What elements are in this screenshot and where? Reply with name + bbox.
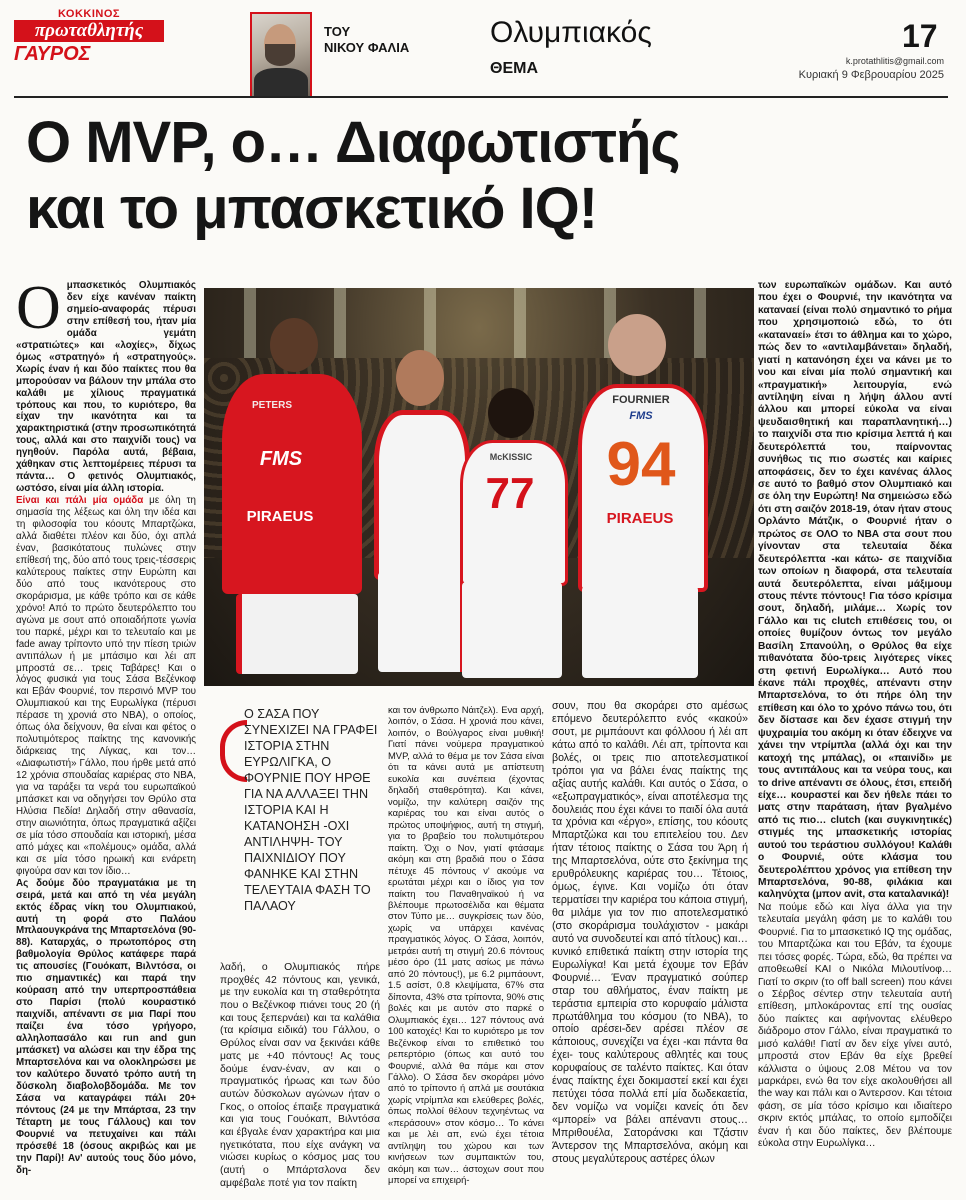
logo-mid: πρωταθλητής — [14, 20, 164, 42]
author-photo — [250, 12, 312, 98]
player-center — [456, 388, 566, 686]
page-number: 17 — [902, 18, 938, 54]
newspaper-logo — [14, 8, 164, 66]
article-column-2b — [388, 704, 544, 1186]
pull-quote-text: Ο ΣΑΣΑ ΠΟΥ ΣΥΝΕΧΙΖΕΙ ΝΑ ΓΡΑΦΕΙ ΙΣΤΟΡΙΑ ΣΤΗΝ ΕΥΡΩΛΙΓΚΑ, Ο ΦΟΥΡΝΙΕ ΠΟΥ ΗΡΘΕ ΓΙΑ ΝΑ ΑΛΛΑΞΕΙ ΤΗΝ ΙΣΤΟΡΙΑ ΚΑΙ Η ΚΑΤΑΝΟΗΣΗ -ΟΧΙ ΑΝΤΙΛΗΨΗ- ΤΟΥ ΠΑΙΧΝΙΔΙΟΥ ΠΟΥ ΦΑΝΗΚΕ ΚΑΙ ΣΤΗΝ ΤΕΛΕΥΤΑΙΑ ΦΑΣΗ ΤΟ ΠΑΛΑΟΥ — [244, 707, 378, 913]
column-4-paragraph-2: Να πούμε εδώ και λίγα άλλα για την τελευταία μεγάλη φάση με το καλάθι του Φουρνιέ. Για το μπασκετικό IQ της ομάδας, του Μπαρτζώκα και του Εβάν, τα έχουμε πει τόσες φορές. Τώρα, εδώ, θα πρέπει να αποθεωθεί ΚΑΙ ο Νικόλα Μιλουτίνοφ… Γιατί το σκριν (το off ball screen) που κάνει ο Σέρβος σέντερ στην τελευταία αυτή επίθεση, μπλοκάροντας επί της ουσίας δύο παίκτες και αφήνοντας ελέυθερο διάδρομο στον Γάλλο, είναι πραγματικά το μισό καλάθι! Γιατί αν δεν είχε γίνει αυτό, μπροστά στον Εβάν θα είχε βρεθεί κάλλιστα ο ύψους 2.08 Μέτου να τον μαρκάρει, ενώ θα τον είχε ακολουθήσει all the way και πάλι και ο Άντερσον. Και τέτοια φάση, σε μία τόσο κρίσιμο και ιδιαίτερο σκριν εκτός μπάλας, το οποίο εμποδίζει έναν ή και δύο παίκτες, δεν βλέπουμε εύκολα στην Ευρωλίγκα… — [758, 901, 952, 1150]
basketball-players-photo — [204, 288, 754, 686]
header-rule — [14, 96, 948, 98]
logo-top: ΚΟΚΚΙΝΟΣ — [57, 8, 121, 20]
player-left — [222, 318, 362, 686]
byline-prefix: ΤΟΥ — [324, 24, 351, 39]
headline-line-1: Ο MVP, ο… Διαφωτιστής — [26, 110, 680, 175]
player-right-name: FOURNIER — [612, 394, 670, 406]
subsection-label: ΘΕΜΑ — [490, 60, 538, 77]
player-right-sponsor: FMS — [629, 410, 653, 422]
player-left-name: PETERS — [251, 400, 292, 411]
headline-line-2: και το μπασκετικό IQ! — [26, 176, 598, 241]
headline — [26, 110, 946, 242]
paragraph-2-lead: Είναι και πάλι μία ομάδα — [16, 495, 144, 507]
player-right — [564, 314, 714, 686]
section-title: Ολυμπιακός — [490, 16, 652, 49]
player-right-team: PIRAEUS — [606, 510, 674, 527]
player-left-sponsor: FMS — [259, 448, 303, 470]
byline-author: ΝΙΚΟΥ ΦΑΛΙΑ — [324, 40, 410, 55]
pull-quote — [220, 706, 380, 976]
contact-email: k.protathlitis@gmail.com — [845, 56, 944, 66]
paragraph-3: Ας δούμε δύο πραγματάκια με τη σειρά, μετά και από τη νέα μεγάλη εκτός έδρας νίκη του Ολυμπιακού, αυτή τη φορά στο Παλάου Μπλαουγκράνα της Μπαρτσελόνα (90-88). Καταρχάς, ο πρωτοπόρος στη βαθμολογία Θρύλος κατάφερε παρά τις απουσίες (Γουόκαπ, Βιλντόσα, οι πιο σημαντικές) και παρά την κούραση από την υπερπροσπάθεια στο Παρίσι (πολύ κουραστικό παιχνίδι, απέναντι σε μια Παρί που παίζει ένα τόσο γρήγορο, αλληλοπασάλο και run and gun μπάσκετ) να αλώσει και την έδρα της Μπαρτσελόνα και να ολοκληρώσει με τον καλύτερο δυνατό τρόπο αυτή τη δύσκολη διαβολοβδομάδα. Με τον Σάσα να καταγράφει πάλι 20+ πόντους (24 με την Μπάρτσα, 23 την Τέταρτη με τους Γάλλους) και τον Φουρνιέ να πετυχαίνει και πάλι πρόσεθέ 18 (όσους ακριβώς και με την Παρί)! Αν' αυτούς τους δύο μόνο, δη- — [16, 877, 196, 1176]
drop-cap: Ο — [16, 274, 61, 342]
player-right-number: 94 — [606, 430, 676, 499]
logo-bottom: ΓΑΥΡΟΣ — [14, 43, 91, 65]
paragraph-2: με όλη τη σημασία της λέξεως και όλη την ιδέα και τη φιλοσοφία του κόουτς Μπαρτζώκα, αλλά διαθέτει πλέον και δύο, όχι απλά έναν, βασικότατους πυλώνες στην επίθεσή της, δύο από τους τρεις-τέσσερις καλύτερους παίκτες στην Ευρώπη και δύο από τους ικανότερους στο σκοράρισμα, με κάθε τρόπο και σε κάθε χρόνο! Από το πρώτο δευτερόλεπτο του αγώνα με σουτ από οποιαδήποτε γωνία του παρκέ, μέχρι και το τελευταίο και με fade away τρίποντο υπό την πίεση τριών αντιπάλων ή με μπάσιμο και λέι απ μπροστά σε… τρεις Ταβάρες! Και ο λόγος φυσικά για τους Σάσα Βεζένκοφ και Εβάν Φουρνιέ, τον περσινό MVP του Ολυμπιακού και της Ευρωλίγκα (πέρυσι πέρασε τη χρονιά στο NBA), ο οποίος, όπως όλα δείχνουν, θα είναι και φέτος ο πολυτιμότερος παίκτης της κανονικής διάρκειας της Λίγκας, και τον… «Διαφωτιστή» Γάλλο, που ήρθε μετά από 12 χρόνια σπουδαίας καριέρας στο ΝΒΑ, για να ταράξει τα νερά του ευρωπαϊκού μπάσκετ και να οδηγήσει τον Θρύλο στα Ηλύσια Πεδία! Δηλαδή στην αθανασία, στην αιωνιότητα, όπως πραγματικά αξίζει σε μία τόσο σπουδαία και ιστορική, μέσα από μάχες και «πολέμους» ομάδα, αλλά και σε μία τόσο ηρωική και ενάρετη φιγούρα σαν και τον ίδιο… — [16, 495, 196, 877]
article-column-1 — [16, 274, 196, 1176]
article-column-4 — [758, 280, 952, 1151]
pull-quote-bracket — [220, 720, 247, 782]
article-column-3 — [552, 700, 748, 1166]
article-column-2 — [220, 962, 380, 1190]
column-2b-text: και τον άνθρωπο Νάιτζελ). Ενα αρχή, λοιπόν, ο Σάσα. Η χρονιά που κάνει, λοιπόν, ο Βούλγαρος είναι μυθική! Γιατί πάνει νούμερα πραγματικού MVP, αλλά το θέμα με τον Σάσα είναι ότι τα κάνει αυτά με απίστευτη ευκολία και συνέπεια (έχοντας δηλαδή σταθερότητα). Και κάνει, νομίζω, την καλύτερη σαιζόν της καριέρας του και είναι αυτός ο πρώτος υποψήφιος, αυτή τη στιγμή, για το βραβείο του πολυτιμότερου παίκτη. Όχι ο Νον, γιατί φτάσαμε ακόμη και στη βραδιά που ο Σάσα πέτυχε 45 πόντους ν' ακούμε να ερωτάται μέχρι και ο ίδιος για τον παίκτη του Παναθηναϊκού ή να βλέπουμε πρωτοσέλιδα και θέματα στον Τύπο με… συγκρίσεις των δύο, χωρίς να υπάρχει κανένας πραγματικός λόγος. Ο Σάσα, λοιπόν, μετράει αυτή τη στιγμή 20.6 πόντους μέσο όρο (11 ματς ασίως με πάνω από 20 πόντους!), με 6.2 ριμπάουντ, 1.5 ασίστ, 0.8 κλεψίματα, 67% στα δίποντα, 43% στα τρίποντα, 90% στις βολές και με αυτόν στο παρκέ ο Ολυμπιακός έχει… 127 πόντους ανά 100 κατοχές! Και το κυριότερο με τον Βεζένκοφ είναι το επιθετικό του ρεπερτόριο (όπως και αυτό του Φουρνιέ, αλλά θα πάμε και στον Γάλλο). Ο Σάσα δεν σκοράρει μόνο από το τρίποντο ή απλά με σουτάκια χωρίς ντρίμπλα και ελεύθερες βολές, όπως πολλοί θέλουν τεχνηέντως να «περάσουν» στον κόσμο… Το κάνει και με λέι απ, ενώ έχει τέτοια αντίληψη του χώρου και των κινήσεων των συμπαικτών του, ακόμη και των… άστοχων σουτ που μπορεί να επιχειρή- — [388, 704, 544, 1186]
paragraph-1: μπασκετικός Ολυμπιακός δεν είχε κανέναν παίκτη σημείο-αναφοράς πέρυσι στην επίθεσή του, ήταν μία ομάδα γεμάτη «στρατιώτες» και «λοχίες», δίχως όμως «στρατηγό» ή «στρατηγούς». Χωρίς έναν ή και δύο παίκτες που θα μπορούσαν να βάλουν την μπάλα στο καλάθι με χίλιους πραγματικά τρόπους και που, το κυριότερο, θα είχαν την ικανότητα και τα χαρακτηριστικά (στην προσωπικότητά τους, αλλά και στο παιχνίδι τους) να ηγηθούν. Παρόλα αυτά, βέβαια, χάθηκαν στις λεπτομέρειες πέρυσι τα πάντα… Ο φετινός Ολυμπιακός, ωστόσο, είναι μία άλλη ιστορία. — [16, 280, 196, 495]
masthead — [0, 0, 966, 104]
player-center-name: McKISSIC — [489, 452, 533, 462]
issue-date: Κυριακή 9 Φεβρουαρίου 2025 — [798, 69, 944, 81]
column-4-paragraph-1: των ευρωπαϊκών ομάδων. Και αυτό που έχει ο Φουρνιέ, την ικανότητα να καταναεί (είναι πολύ σημαντικό το ρήμα που χρησιμοποιώ εδώ, το ότι «καταναεί» έτσι το άθλημα και το χώρο, πώς δεν το «αντιλαμβάνεται» δηλαδή, γιατί η κατανόηση έχει να κάνει με το νου και είναι μία πολύ σημαντική και «πραγματική» λειτουργία, ενώ αντίληψη είναι η λήψη άλλου αντί άλλου και μπορεί εύκολα να είναι ψευδαισθητική και παραπλανητική…) το παιχνίδι στα πιο κρίσιμα λεπτά ή και δευτερόλεπτά του, παίρνοντας συνήθως τις πιο σωστές και καίριες αποφάσεις, δεν το έχει κανένας άλλος σε αυτό το βαθμό στον Ολυμπιακό και σε όλη την Ευρώπη! Να σημειώσω εδώ ότι στη σαιζόν 2018-19, όταν ήταν στους Ορλάντο Μάτζικ, ο Φουρνιέ ήταν ο πρώτος σε ΟΛΟ το NBA στα σουτ που γίνονταν στα τελευταία δέκα δευτερόλεπτα -και κάτω- σε παιχνίδια των οποίων η διαφορά, στα τελευταία αυτά δευτερόλεπτα, είναι μάξιμουμ στους πέντε πόντους! Για τόσο κρίσιμα σουτ, δηλαδή, μιλάμε… Χωρίς τον Γάλλο και τις clutch επιθέσεις του, οι οποίες θυμίζουν όντως τον μεγάλο Βασίλη Σπανούλη, ο Θρύλος θα είχε πιθανότατα δύο-τρεις λιγότερες νίκες στη φετινή Ευρωλίγκα… Αυτό που έκανε πάλι προχθές, απέναντι στην Μπαρτσελόνα, το ότι πήρε όλη την επίθεση και όλο το χρόνο πάνω του, ότι δεν δίστασε και δεν έχασε στιγμή την ψυχραιμία του ακόμη κι όταν έδειχνε να χάνει την ντρίμπλα (αλλά όχι και την κατοχή της μπάλας), οι «παινίδι» με τους αντιπάλους και τα νεύρα τους, και το drive απέναντι σε όλους, έτσι, επειδή είχε… κουραστεί και δεν ήθελε πάει το ματς στην παράταση, ήταν βγαλμένο από τις πιο… clutch (και συγκινητικές) στιγμές της μπασκετικής ιστορίας αυτού του τεράστιου συλλόγου! Καλάθι ο Φουρνιέ, ούτε κλάσμα του δευτερολέπτου χρόνος για επίθεση την Μπαρτσελόνα, 90-88, φιλάκια και καληνύχτα (μπον αvit, στα καταλανικά)! — [758, 280, 952, 901]
column-2-text: λαδή, ο Ολυμπιακός πήρε προχθές 42 πόντους και, γενικά, με την ευκολία και τη σταθερότητα που ο Βεζένκοφ πιάνει τους 20 (ή και τους ξεπερνάει) και τα καλάθια (τα κρίσιμα ειδικά) του Γάλλου, ο Θρύλος είναι σαν να ξεκινάει κάθε ματς με +40 πόντους! Ας τους δούμε έναν-έναν, αν και ο πραγματικός ήρωας και των δύο αυτών δύσκολων αγώνων ήταν ο Γκος, ο οποίος έπαιξε πραγματικά και για τους Γουόκαπ, Βιλντόσα και έβγαλε έναν χαρακτήρα και μια ηγετικότατα, που είχε ανάγκη να νιώσει κυρίως ο κόσμος μας του (αυτή ο Μπάρτσλονα δεν αμφέβαλε ποτέ για τον παίκτη — [220, 962, 380, 1189]
column-3-text: σουν, που θα σκοράρει στο αμέσως επόμενο δευτερόλεπτο ενός «κακού» σουτ, με ριμπάουντ και φόλλοου ή λέι απ κάτω από το καλάθι. Λέι απ, τρίποντα και βολές, οι τρεις πιο αποτελεσματικοί τρόποι για να βάλει ένας παίκτης της αξίας αυτής καλάθι. Και αυτός ο Σάσα, ο «εξωπραγματικός», είναι αποτέλεσμα της δουλειάς που έχει κάνει το παιδί όλα αυτά τα χρόνια και «έργο», επίσης, του κόουτς Μπαρτζώκα και του επιτελείου του. Δεν ήταν τέτοιος παίκτης ο Σάσα του Άρη ή της Μπαρτσελόνα, ούτε στο ξεκίνημα της ερυθρόλευκης καριέρας του… Τέτοιος, όμως, έγινε. Και νομίζω ότι όταν τερματίσει την καριέρα του κάποια στιγμή, θα μιλάμε για τον πιο αποτελεσματικό (στο σκοράρισμα τουλάχιστον - μακάρι αυτό να συνοδευτεί και από τίτλους) και… κυνικό επιθετικά παίκτη στην ιστορία της Ευρωλίγκα! Και μετά έχουμε τον Εβάν Φουρνιέ… Έναν πραγματικό σούπερ σταρ του αθλήματος, έναν παίκτη με τεράστια εμπειρία στο κορυφαίο μάλιστα πρωτάθλημα του κόσμου (το NBA), το οποίο αρέσει-δεν αρέσει πλέον σε κάποιους, συνεχίζει να έχει -και πάντα θα έχει- τους καλύτερους αθλητές και τους κορυφαίους σε ταλέντο παίκτες. Και όταν ένας παίκτης έχει δοκιμαστεί εκεί και έχει πετύχει τόσα πολλά επί μία δωδεκαετία, δεν νομίζω να νομίζει κανείς ότι δεν «μπορεί» να βάλει απέναντι στους… Μπριθουέλα, Σατοράνσκι και Τζάστιν Άντερσον της Μπαρτσελόνα, ακόμη και στους μεγαλύτερους αστέρες όλων — [552, 700, 748, 1165]
player-left-team: PIRAEUS — [246, 508, 314, 525]
player-center-left — [364, 350, 464, 686]
player-center-number: 77 — [485, 469, 535, 518]
